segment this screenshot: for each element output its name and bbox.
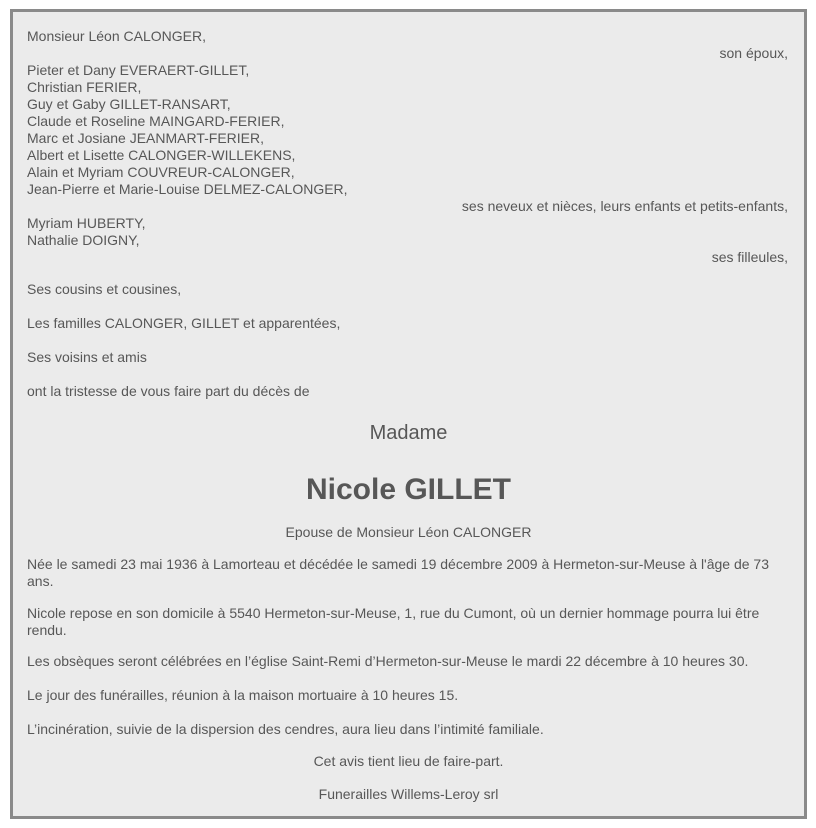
repose-paragraph: Nicole repose en son domicile à 5540 Hermeton-sur-Meuse, 1, rue du Cumont, où un dernier hommage pourra lui être rendu. — [27, 605, 760, 638]
spouse-line: Epouse de Monsieur Léon CALONGER — [285, 524, 532, 540]
list-item: Albert et Lisette CALONGER-WILLEKENS, — [27, 147, 296, 163]
goddaughters-role: ses filleules, — [711, 249, 788, 265]
families-line: Les familles CALONGER, GILLET et apparentées, — [27, 315, 341, 331]
nephews-role: ses neveux et nièces, leurs enfants et petits-enfants, — [461, 198, 788, 214]
gathering-paragraph: Le jour des funérailles, réunion à la maison mortuaire à 10 heures 15. — [27, 687, 459, 703]
funeral-paragraph: Les obsèques seront célébrées en l’église Saint-Remi d’Hermeton-sur-Meuse le mardi 22 décembre à 10 heures 30. — [27, 653, 749, 669]
honorific: Madame — [369, 422, 448, 444]
list-item: Christian FERIER, — [27, 79, 142, 95]
notice-line: Cet avis tient lieu de faire-part. — [313, 753, 504, 769]
list-item: Pieter et Dany EVERAERT-GILLET, — [27, 62, 250, 78]
husband-name: Monsieur Léon CALONGER, — [27, 28, 206, 44]
list-item: Marc et Josiane JEANMART-FERIER, — [27, 130, 265, 146]
cousins-line: Ses cousins et cousines, — [27, 281, 182, 297]
birth-death-paragraph: Née le samedi 23 mai 1936 à Lamorteau et décédée le samedi 19 décembre 2009 à Hermeton-sur-Meuse à l'âge de 73 ans. — [27, 556, 770, 589]
funeral-home: Funerailles Willems-Leroy srl — [318, 786, 499, 802]
neighbors-line: Ses voisins et amis — [27, 349, 147, 365]
deceased-name: Nicole GILLET — [305, 473, 512, 506]
list-item: Claude et Roseline MAINGARD-FERIER, — [27, 113, 285, 129]
cremation-paragraph: L’incinération, suivie de la dispersion des cendres, aura lieu dans l’intimité familiale. — [27, 721, 544, 737]
list-item: Myriam HUBERTY, — [27, 215, 146, 231]
death-notice-card — [10, 9, 807, 819]
list-item: Guy et Gaby GILLET-RANSART, — [27, 96, 231, 112]
list-item: Nathalie DOIGNY, — [27, 232, 140, 248]
list-item: Alain et Myriam COUVREUR-CALONGER, — [27, 164, 295, 180]
list-item: Jean-Pierre et Marie-Louise DELMEZ-CALONGER, — [27, 181, 348, 197]
husband-role: son époux, — [719, 45, 788, 61]
intro-line: ont la tristesse de vous faire part du décès de — [27, 383, 310, 399]
